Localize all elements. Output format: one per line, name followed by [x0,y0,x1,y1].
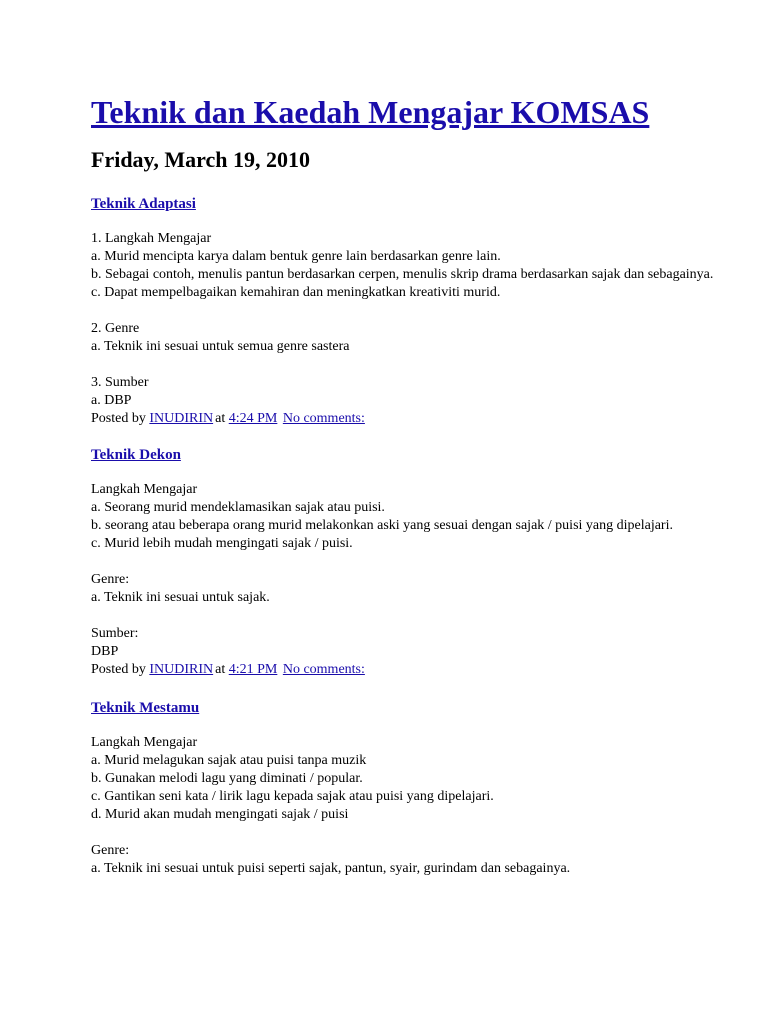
post-gap [91,607,728,625]
comments-link[interactable]: No comments: [282,662,365,677]
post [91,698,728,878]
timestamp-link[interactable]: 4:24 PM [228,411,278,426]
post [91,194,728,428]
post-line: c. Gantikan seni kata / lirik lagu kepada sajak atau puisi yang dipelajari. [91,789,494,804]
at-label: at [215,662,226,677]
author-link[interactable]: INUDIRIN [149,411,214,426]
post-title [91,698,728,718]
post-line: Langkah Mengajar [91,735,198,750]
post-line: 1. Langkah Mengajar [91,231,212,246]
post-line: Sumber: [91,626,139,641]
post-line: 3. Sumber [91,375,149,390]
post-line: b. seorang atau beberapa orang murid melakonkan aski yang sesuai dengan sajak / puisi yang dipelajari. [91,518,673,533]
post-body [91,734,728,878]
post-line: 2. Genre [91,321,140,336]
post-line: a. Teknik ini sesuai untuk puisi seperti sajak, pantun, syair, gurindam dan sebagainya. [91,861,571,876]
post-line: a. Seorang murid mendeklamasikan sajak atau puisi. [91,500,385,515]
post-body [91,481,728,661]
post-title-link[interactable]: Teknik Adaptasi [91,196,196,212]
post-line: a. DBP [91,393,132,408]
post-line: DBP [91,644,119,659]
post-line: Genre: [91,572,130,587]
posted-by-label: Posted by [91,662,146,677]
post-gap [91,356,728,374]
post [91,445,728,679]
post-title [91,194,728,214]
blog-title [91,0,728,131]
blog-title-link[interactable]: Teknik dan Kaedah Mengajar KOMSAS [91,94,650,130]
post-gap [91,302,728,320]
timestamp-link[interactable]: 4:21 PM [228,662,278,677]
post-line: d. Murid akan mudah mengingati sajak / puisi [91,807,349,822]
post-title [91,445,728,465]
post-line: a. Murid mencipta karya dalam bentuk genre lain berdasarkan genre lain. [91,249,501,264]
author-link[interactable]: INUDIRIN [149,662,214,677]
post-line: Genre: [91,843,130,858]
post-line: c. Dapat mempelbagaikan kemahiran dan meningkatkan kreativiti murid. [91,285,501,300]
post-line: b. Sebagai contoh, menulis pantun berdasarkan cerpen, menulis skrip drama berdasarkan sajak dan sebagainya. [91,267,714,282]
comments-link[interactable]: No comments: [282,411,365,426]
at-label: at [215,411,226,426]
post-line: a. Teknik ini sesuai untuk semua genre sastera [91,339,350,354]
post-title-link[interactable]: Teknik Mestamu [91,700,200,716]
post-line: Langkah Mengajar [91,482,198,497]
date-header: Friday, March 19, 2010 [91,147,310,172]
post-line: c. Murid lebih mudah mengingati sajak / puisi. [91,536,353,551]
post-line: b. Gunakan melodi lagu yang diminati / popular. [91,771,363,786]
post-title-link[interactable]: Teknik Dekon [91,447,181,463]
post-line: a. Teknik ini sesuai untuk sajak. [91,590,270,605]
post-body [91,230,728,410]
posted-by-label: Posted by [91,411,146,426]
post-gap [91,553,728,571]
post-footer [91,410,728,428]
post-line: a. Murid melagukan sajak atau puisi tanpa muzik [91,753,367,768]
post-footer [91,661,728,679]
post-gap [91,824,728,842]
